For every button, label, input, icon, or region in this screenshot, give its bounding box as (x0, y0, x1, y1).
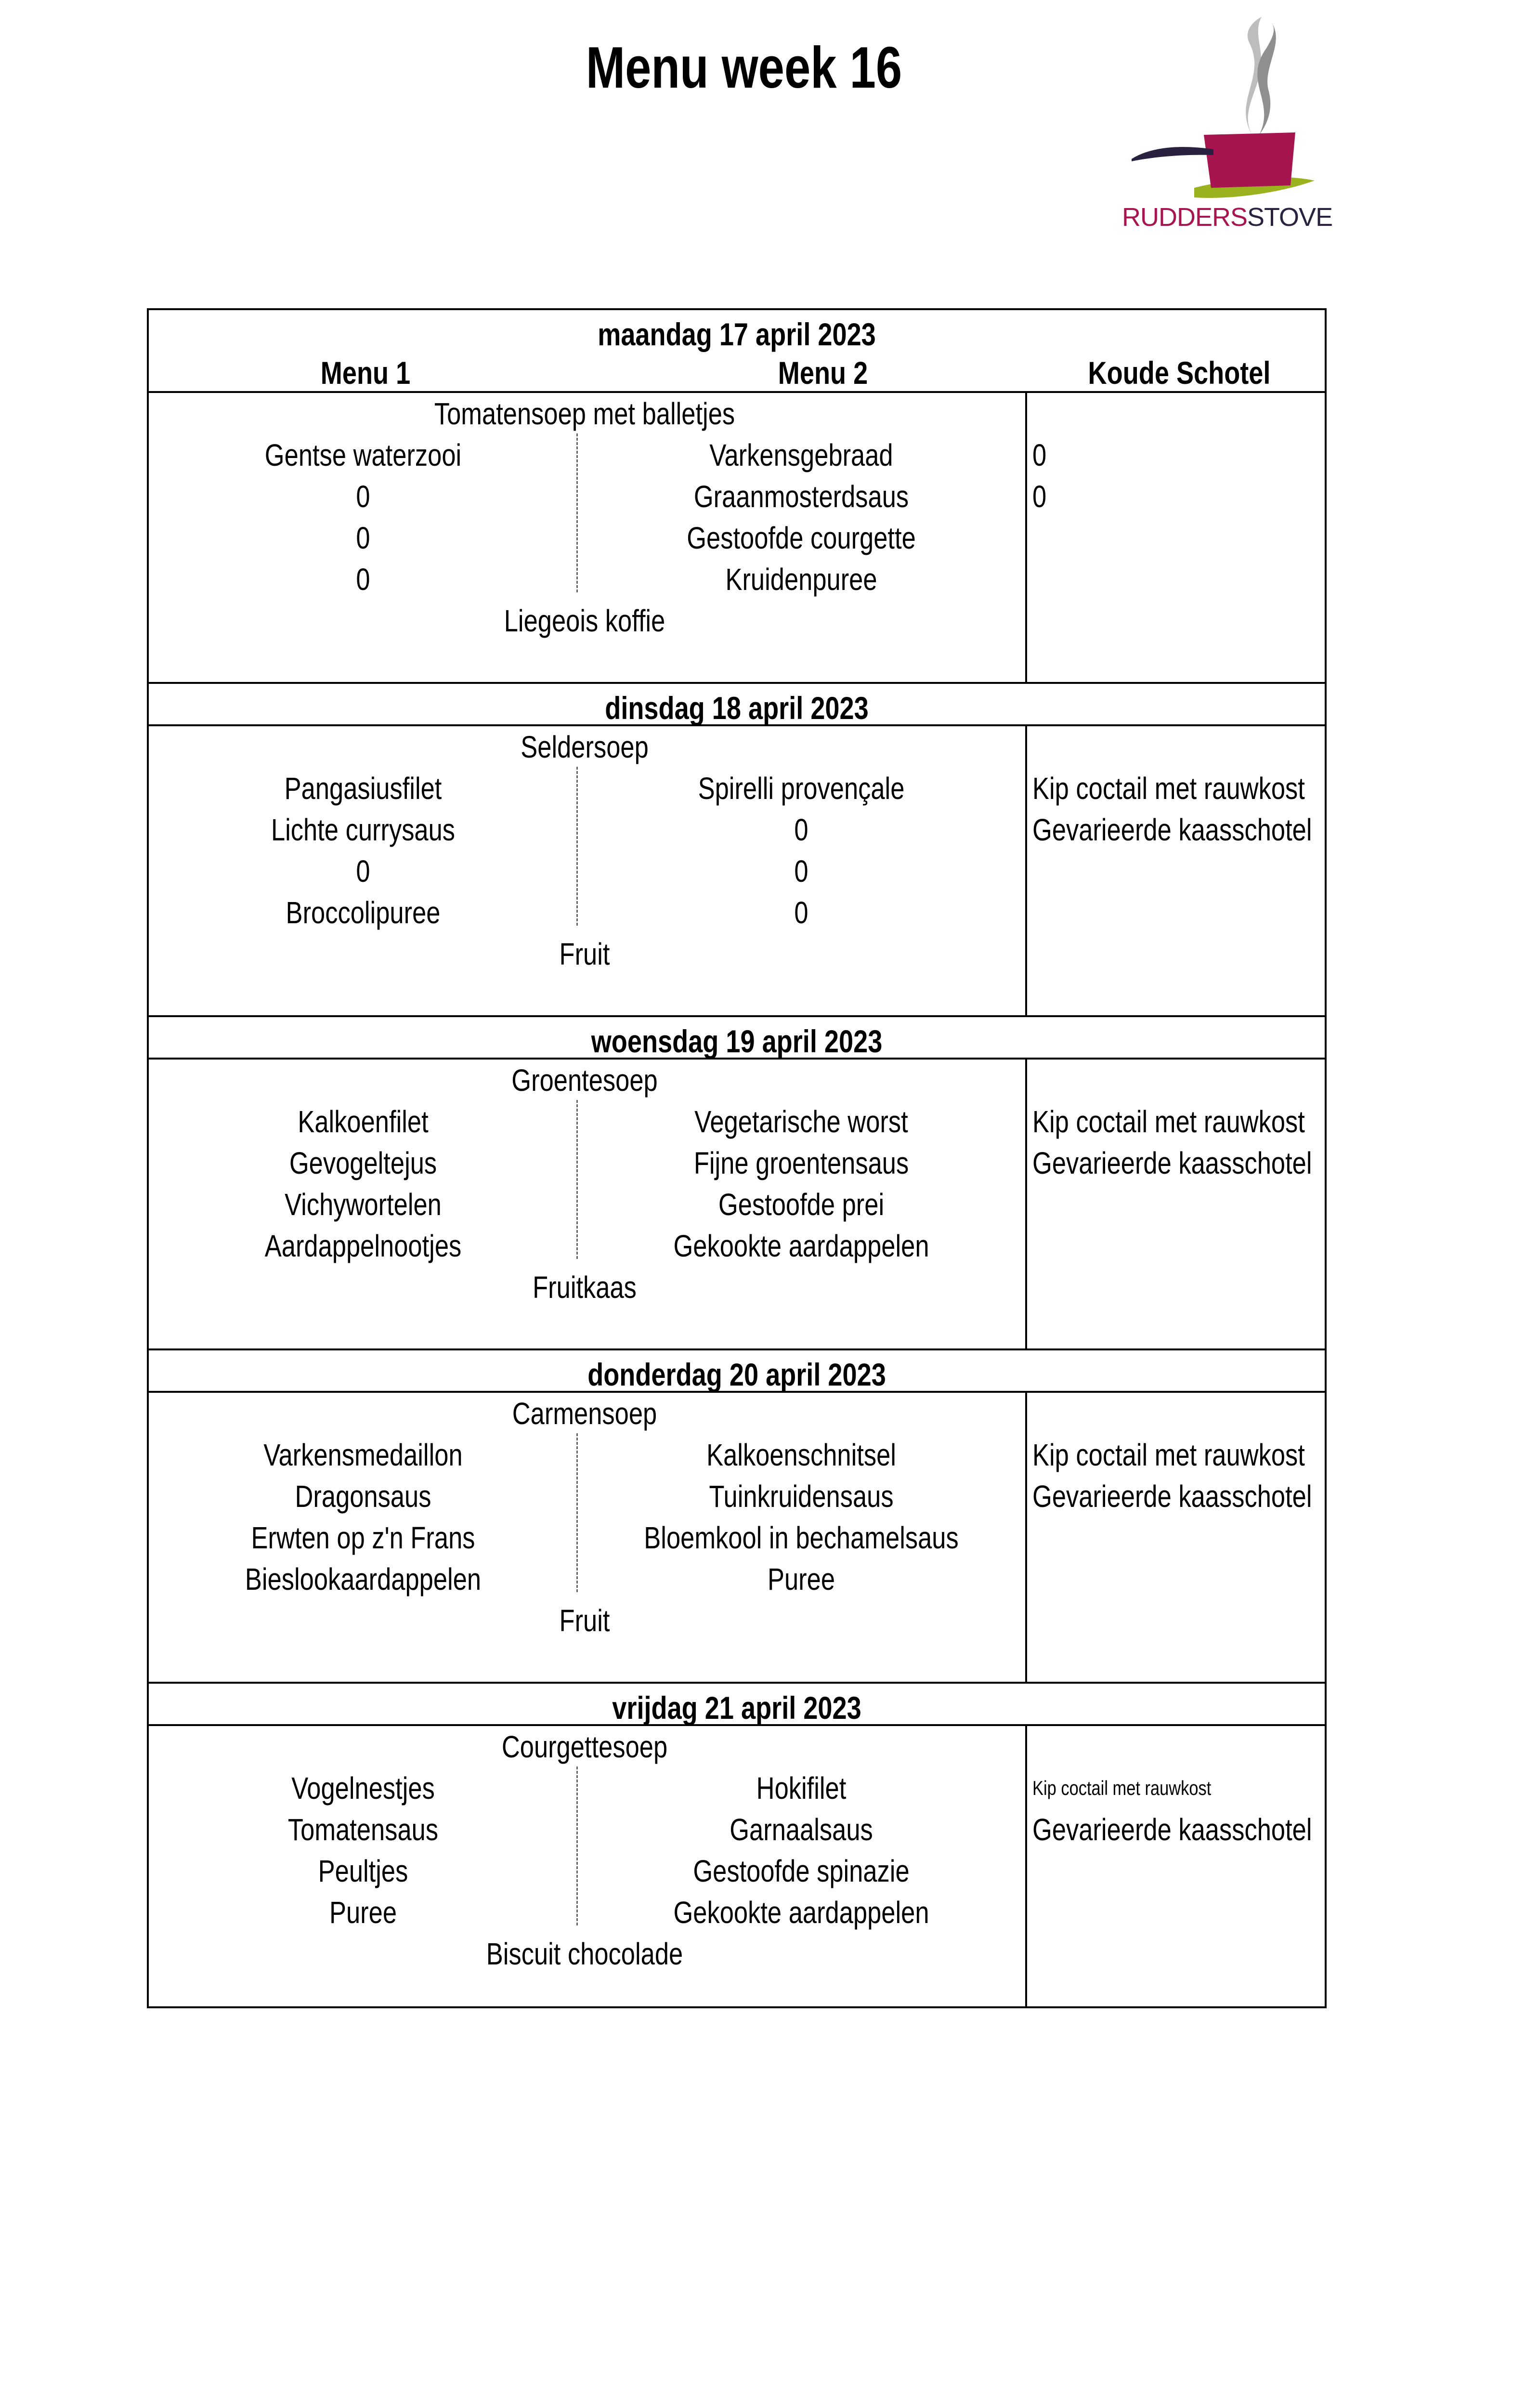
cold-dish-item: Gevarieerde kaasschotel (1032, 812, 1312, 847)
dessert: Liegeois koffie (504, 603, 665, 638)
column-header-cold: Koude Schotel (1088, 355, 1271, 391)
menu2-item: Spirelli provençale (698, 771, 905, 806)
menu2-item: Gestoofde courgette (687, 521, 916, 555)
dessert: Fruitkaas (533, 1270, 637, 1305)
menu-divider (576, 433, 578, 592)
soup: Tomatensoep met balletjes (434, 396, 735, 431)
dessert: Fruit (559, 1603, 610, 1638)
cold-dish-item: Gevarieerde kaasschotel (1032, 1812, 1312, 1847)
menu2-item: Bloemkool in bechamelsaus (644, 1520, 959, 1555)
menu1-item: Aardappelnootjes (264, 1229, 462, 1263)
menu1-item: 0 (356, 521, 370, 555)
menu2-item: Vegetarische worst (694, 1104, 908, 1139)
cold-dish-item: Kip coctail met rauwkost (1032, 771, 1305, 806)
menu2-item: 0 (794, 895, 808, 930)
menu2-item: Gekookte aardappelen (673, 1895, 929, 1930)
menu1-item: Vogelnestjes (291, 1771, 435, 1806)
menu2-item: Fijne groentensaus (693, 1146, 909, 1180)
menu2-item: Varkensgebraad (709, 438, 893, 472)
menu2-item: Gestoofde prei (718, 1187, 885, 1222)
cold-dish-item: 0 (1032, 438, 1047, 472)
menu1-item: Varkensmedaillon (263, 1438, 463, 1472)
day-header (149, 1348, 1325, 1393)
day-date: maandag 17 april 2023 (598, 316, 876, 352)
menu1-item: Dragonsaus (295, 1479, 431, 1514)
menu1-item: Gentse waterzooi (264, 438, 462, 472)
dessert: Biscuit chocolade (486, 1937, 683, 1971)
column-divider (1025, 393, 1027, 682)
menu2-item: Kalkoenschnitsel (706, 1438, 896, 1472)
soup: Courgettesoep (501, 1729, 668, 1764)
column-divider (1025, 1393, 1027, 1682)
menu1-item: Erwten op z'n Frans (251, 1520, 475, 1555)
menu2-item: Hokifilet (756, 1771, 847, 1806)
cold-dish-item: Kip coctail met rauwkost (1032, 1104, 1305, 1139)
menu1-item: Peultjes (318, 1854, 408, 1888)
menu1-item: Pangasiusfilet (284, 771, 442, 806)
menu2-item: Kruidenpuree (725, 562, 877, 597)
menu1-item: Kalkoenfilet (298, 1104, 429, 1139)
cold-dish-item: Kip coctail met rauwkost (1032, 1438, 1305, 1472)
menu1-item: Broccolipuree (286, 895, 441, 930)
menu2-item: Graanmosterdsaus (693, 479, 909, 514)
day-header (149, 1682, 1325, 1726)
column-header-menu2: Menu 2 (778, 355, 868, 391)
menu2-item: Gestoofde spinazie (693, 1854, 910, 1888)
menu2-item: Gekookte aardappelen (673, 1229, 929, 1263)
cup-logo-icon (1122, 14, 1324, 207)
menu1-item: Vichywortelen (285, 1187, 442, 1222)
menu1-item: 0 (356, 479, 370, 514)
day-date: dinsdag 18 april 2023 (605, 690, 869, 726)
column-divider (1025, 1060, 1027, 1348)
menu1-item: Puree (329, 1895, 397, 1930)
logo-wordmark (1122, 202, 1333, 232)
day-header (149, 682, 1325, 726)
menu2-item: 0 (794, 854, 808, 889)
column-header-menu1: Menu 1 (320, 355, 411, 391)
day-header (149, 310, 1325, 393)
page-title: Menu week 16 (586, 35, 902, 100)
soup: Seldersoep (521, 730, 649, 764)
menu2-item: Garnaalsaus (730, 1812, 873, 1847)
cold-dish-item: 0 (1032, 479, 1047, 514)
menu1-item: Bieslookaardappelen (245, 1562, 482, 1597)
day-date: vrijdag 21 april 2023 (612, 1690, 861, 1726)
soup: Carmensoep (512, 1396, 657, 1431)
dessert: Fruit (559, 937, 610, 971)
cold-dish-item: Kip coctail met rauwkost (1032, 1777, 1212, 1799)
menu1-item: Tomatensaus (287, 1812, 439, 1847)
menu2-item: Tuinkruidensaus (709, 1479, 894, 1514)
menu-divider (576, 1767, 578, 1925)
day-date: woensdag 19 april 2023 (591, 1023, 883, 1059)
column-divider (1025, 726, 1027, 1015)
logo-text-stove: STOVE (1247, 203, 1333, 232)
day-date: donderdag 20 april 2023 (587, 1357, 886, 1392)
ruddersstove-logo (1122, 14, 1333, 236)
soup: Groentesoep (511, 1063, 658, 1098)
menu-divider (576, 767, 578, 926)
menu1-item: 0 (356, 854, 370, 889)
menu2-item: 0 (794, 812, 808, 847)
menu1-item: 0 (356, 562, 370, 597)
menu-divider (576, 1100, 578, 1259)
menu2-item: Puree (767, 1562, 835, 1597)
cold-dish-item: Gevarieerde kaasschotel (1032, 1479, 1312, 1514)
cold-dish-item: Gevarieerde kaasschotel (1032, 1146, 1312, 1180)
menu1-item: Gevogeltejus (289, 1146, 437, 1180)
column-divider (1025, 1726, 1027, 2008)
menu-divider (576, 1433, 578, 1592)
weekly-menu-table (147, 308, 1327, 2008)
menu1-item: Lichte currysaus (271, 812, 456, 847)
day-header (149, 1015, 1325, 1060)
logo-text-rudders: RUDDERS (1122, 203, 1248, 232)
